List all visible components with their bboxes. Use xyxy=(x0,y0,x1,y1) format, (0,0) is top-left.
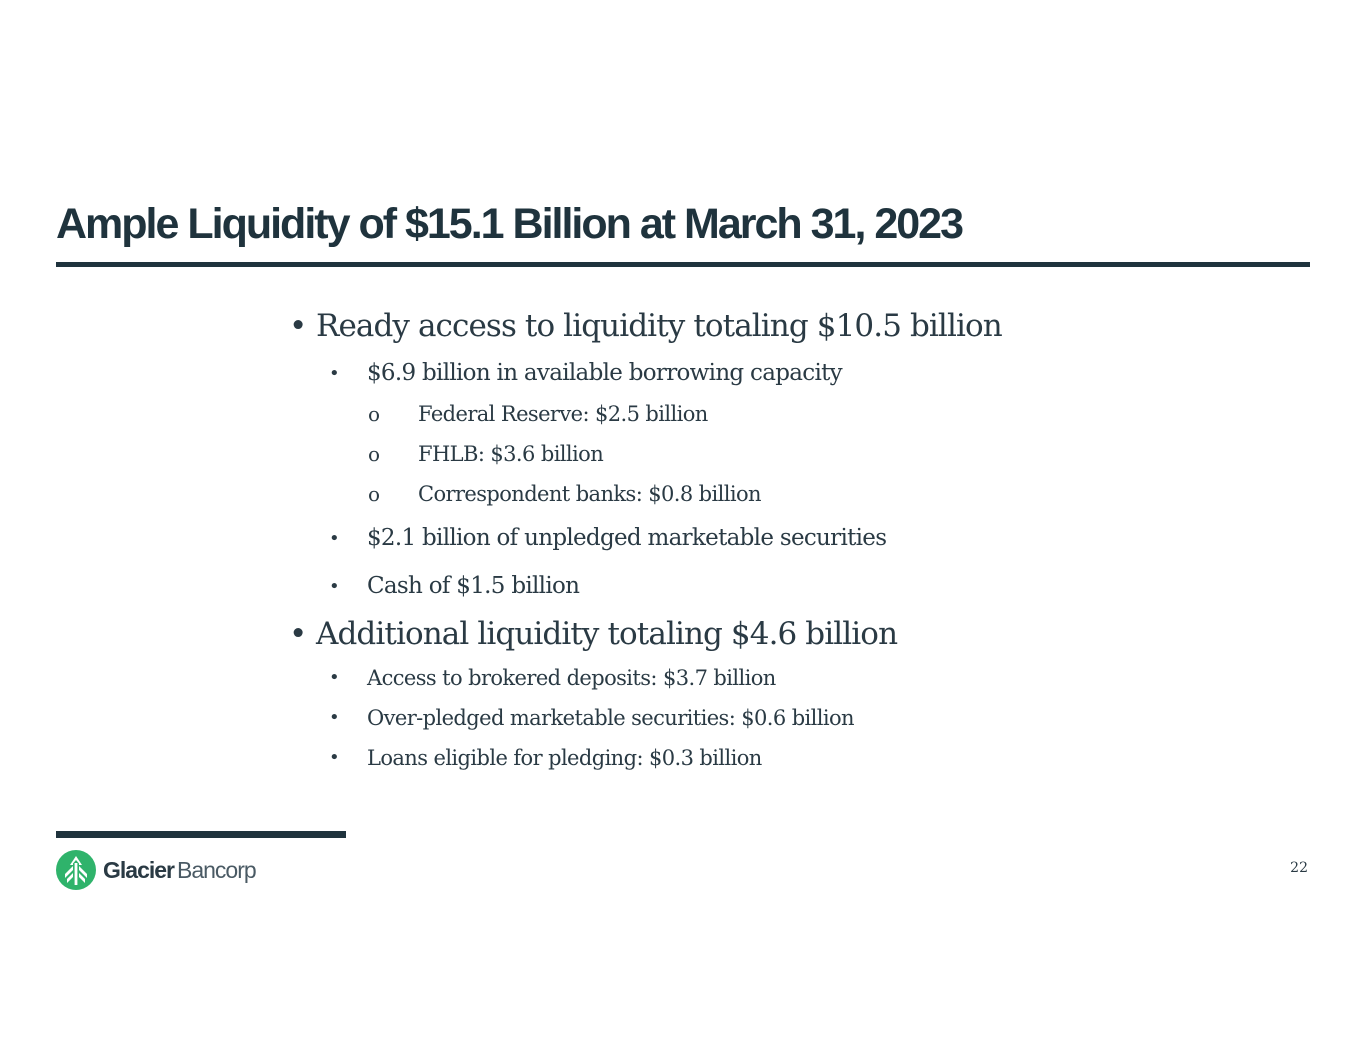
page-number: 22 xyxy=(1290,860,1308,876)
bullet-borrowing-capacity xyxy=(329,360,842,386)
sub-bullet-marker: o xyxy=(368,442,380,466)
bullet-text: Loans eligible for pledging: $0.3 billion xyxy=(367,746,762,770)
sub-bullet-federal-reserve xyxy=(368,402,708,426)
bullet-cash xyxy=(329,573,580,599)
company-logo xyxy=(56,850,256,890)
logo-wordmark xyxy=(103,857,256,884)
sub-bullet-text: Federal Reserve: $2.5 billion xyxy=(418,402,708,426)
bullet-marker: • xyxy=(329,528,339,549)
bullet-ready-access xyxy=(289,308,1002,344)
bullet-marker: • xyxy=(289,308,307,344)
logo-name-light: Bancorp xyxy=(177,856,256,883)
bullet-brokered-deposits xyxy=(329,666,776,690)
sub-bullet-text: FHLB: $3.6 billion xyxy=(418,442,604,466)
sub-bullet-marker: o xyxy=(368,482,380,506)
sub-bullet-fhlb xyxy=(368,442,604,466)
bullet-additional-liquidity xyxy=(289,616,898,652)
bullet-over-pledged-securities xyxy=(329,706,854,730)
bullet-loans-pledging xyxy=(329,746,762,770)
sub-bullet-text: Correspondent banks: $0.8 billion xyxy=(418,482,761,506)
bullet-text: Additional liquidity totaling $4.6 billion xyxy=(316,616,898,652)
bullet-text: Over-pledged marketable securities: $0.6 billion xyxy=(367,706,854,730)
bullet-marker: • xyxy=(329,747,340,768)
bullet-marker: • xyxy=(289,616,307,652)
pine-tree-icon xyxy=(56,850,96,890)
bullet-marker: • xyxy=(329,667,340,688)
bullet-marker: • xyxy=(329,576,339,597)
logo-name-bold: Glacier xyxy=(103,856,174,883)
bullet-marker: • xyxy=(329,707,340,728)
bullet-text: Access to brokered deposits: $3.7 billion xyxy=(367,666,776,690)
sub-bullet-marker: o xyxy=(368,402,380,426)
footer-divider xyxy=(56,831,346,838)
slide-title: Ample Liquidity of $15.1 Billion at March 31, 2023 xyxy=(56,200,963,248)
bullet-unpledged-securities xyxy=(329,525,887,551)
bullet-text: Ready access to liquidity totaling $10.5 billion xyxy=(316,308,1002,344)
bullet-text: $6.9 billion in available borrowing capacity xyxy=(367,360,842,386)
bullet-text: Cash of $1.5 billion xyxy=(367,573,580,599)
sub-bullet-correspondent-banks xyxy=(368,482,761,506)
bullet-text: $2.1 billion of unpledged marketable securities xyxy=(367,525,887,551)
bullet-marker: • xyxy=(329,363,339,384)
